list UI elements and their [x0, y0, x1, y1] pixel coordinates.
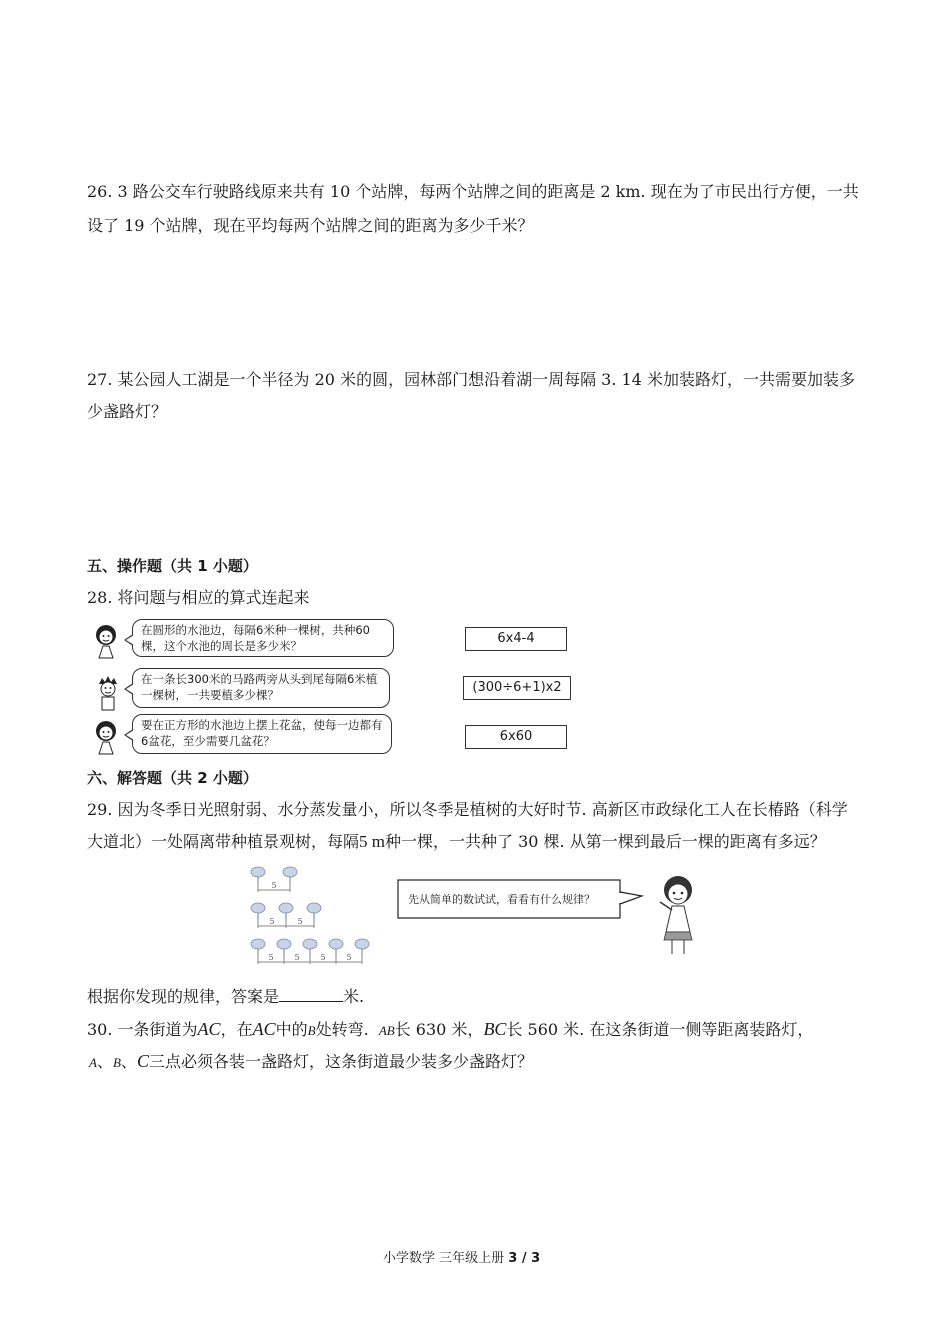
q29-distance: 5 m [359, 832, 385, 851]
q30-c-point: C [136, 1051, 149, 1071]
q29-answer-suffix: 米. [343, 987, 365, 1006]
q30-bc: BC [483, 1019, 507, 1039]
formula-box-3[interactable]: 6x60 [465, 725, 567, 749]
q28-figure [87, 614, 587, 760]
girl-icon [91, 718, 121, 756]
problem-bubble-1: 在圆形的水池边，每隔6米种一棵树，共种60棵，这个水池的周长是多少米？ [132, 619, 394, 657]
q30-sep-1: 、 [96, 1052, 113, 1071]
q30-text-c: 中的 [275, 1020, 308, 1039]
girl-icon [91, 622, 121, 660]
segment-label: 5 [268, 953, 274, 962]
q29-answer-prefix: 根据你发现的规律，答案是 [87, 987, 280, 1006]
q30-text-g: 三点必须各装一盏路灯，这条街道最少装多少盏路灯？ [148, 1052, 533, 1071]
q29-answer-blank[interactable] [279, 983, 343, 1002]
footer-text: 小学数学 三年级上册 [383, 1251, 509, 1266]
speech-text: 先从简单的数试试，看看有什么规律？ [408, 893, 595, 906]
q27-line2: 少盏路灯？ [87, 402, 168, 421]
q30-text-f: 长 560 米. 在这条街道一侧等距离装路灯， [506, 1020, 814, 1039]
q30-sep-2: 、 [120, 1052, 137, 1071]
q30-line2 [89, 1045, 533, 1079]
q29-line1: 29. 因为冬季日光照射弱、水分蒸发量小，所以冬季是植树的大好时节. 高新区市政绿化工人在长椿路（科学 [87, 800, 848, 819]
segment-label: 5 [269, 917, 275, 926]
q30-b-point-2: B [112, 1055, 121, 1070]
segment-label: 5 [294, 953, 300, 962]
q29-figure [250, 862, 705, 974]
q29-answer-line [87, 981, 364, 1013]
q29-line2-part-a: 大道北）一处隔离带种植景观树，每隔 [87, 832, 360, 851]
q29-line2 [87, 826, 826, 858]
q30-ab: AB [378, 1023, 395, 1038]
page-number: 3 / 3 [508, 1251, 541, 1266]
segment-label-icon: 5 [271, 881, 277, 890]
formula-box-2[interactable]: (300÷6+1)x2 [463, 676, 571, 700]
q27-line1: 27. 某公园人工湖是一个半径为 20 米的圆，园林部门想沿着湖一周每隔 3. 14 米加装路灯，一共需要加装多 [87, 370, 855, 389]
q30-b-point: B [307, 1023, 316, 1038]
tree-pattern-illustration [250, 862, 705, 974]
problem-bubble-3: 要在正方形的水池边上摆上花盆，使每一边都有6盆花，至少需要几盆花？ [132, 714, 392, 754]
formula-box-1[interactable]: 6x4-4 [465, 627, 567, 651]
q30-a-point: A [89, 1055, 97, 1070]
section-6-title: 六、解答题（共 2 小题） [87, 769, 258, 787]
segment-label: 5 [320, 953, 326, 962]
q30-ac: AC [197, 1019, 221, 1039]
problem-bubble-2: 在一条长300米的马路两旁从头到尾每隔6米植一棵树，一共要植多少棵？ [132, 668, 390, 708]
q30-text-a: 30. 一条街道为 [87, 1020, 198, 1039]
q28-title: 28. 将问题与相应的算式连起来 [87, 588, 310, 607]
section-5-title: 五、操作题（共 1 小题） [87, 557, 258, 575]
q26-line1: 26. 3 路公交车行驶路线原来共有 10 个站牌，每两个站牌之间的距离是 2 km. 现在为了市民出行方便，一共 [87, 182, 859, 201]
page-footer [383, 1247, 540, 1266]
segment-label: 5 [297, 917, 303, 926]
q30-ac-2: AC [252, 1019, 276, 1039]
q30-text-d: 处转弯. [315, 1020, 369, 1039]
q30-line1 [87, 1013, 813, 1047]
q30-text-e: 长 630 米， [394, 1020, 484, 1039]
segment-label: 5 [346, 953, 352, 962]
q26-line2: 设了 19 个站牌，现在平均每两个站牌之间的距离为多少千米？ [87, 216, 534, 235]
boy-icon [93, 674, 123, 712]
q29-line2-part-b: 种一棵，一共种了 30 棵. 从第一棵到最后一棵的距离有多远？ [385, 832, 826, 851]
girl-icon [660, 876, 692, 954]
q30-text-b: ，在 [220, 1020, 253, 1039]
